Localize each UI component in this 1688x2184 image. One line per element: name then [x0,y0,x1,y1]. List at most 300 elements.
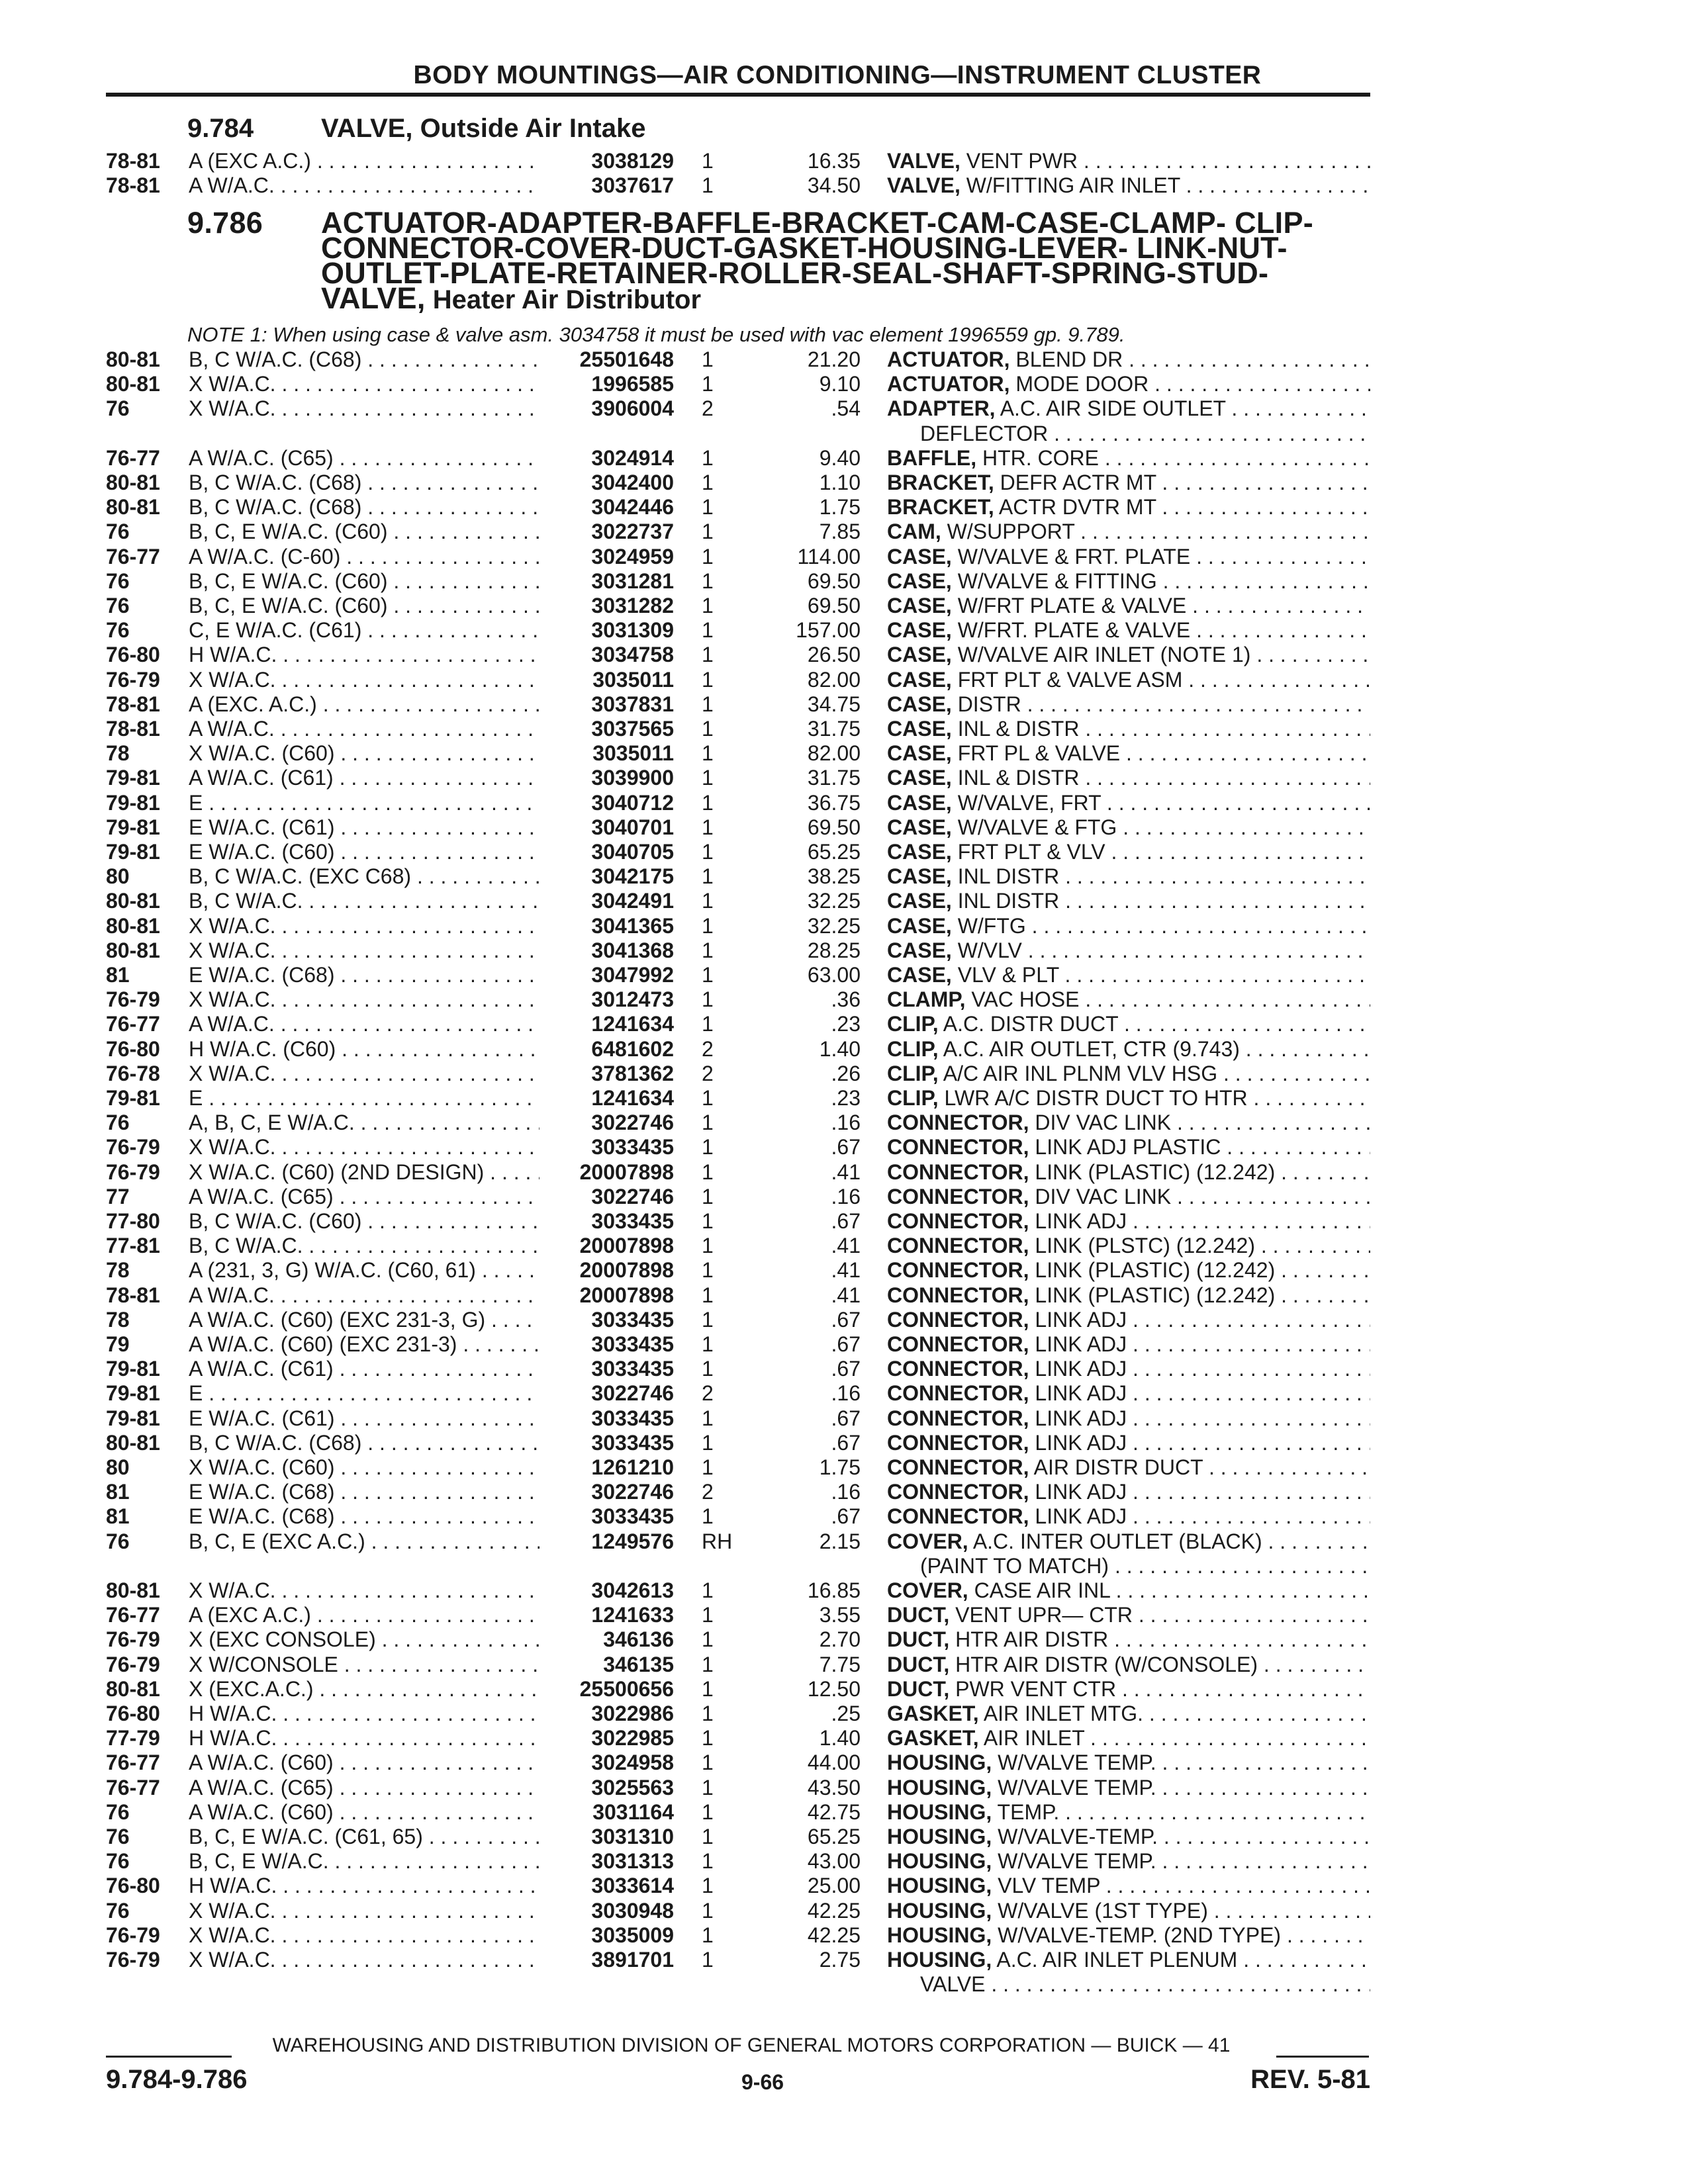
model-years: 76 [106,1898,130,1923]
application: A W/A.C. (C61) . . . [189,1356,539,1381]
quantity: 1 [702,1086,714,1110]
description [887,1356,1370,1381]
application: B, C W/A.C. (C60) . . . [189,1208,539,1234]
application: B, C W/A.C. (C68) . . . [189,494,539,520]
application: X W/CONSOLE . . . [189,1652,539,1677]
quantity: 1 [702,913,714,938]
model-years: 77-80 [106,1209,160,1233]
part-number: 3022986 [591,1702,674,1725]
price: 2.70 [819,1627,861,1652]
price: .67 [831,1209,861,1233]
part-name: CONNECTOR, [887,1283,1029,1307]
part-row [0,692,1688,717]
part-number: 3906004 [591,396,674,421]
application: X W/A.C. . . . [189,371,539,396]
part-description: LINK (PLASTIC) (12.242) [1035,1258,1276,1283]
model-years: 80-81 [106,913,160,938]
part-name: CLAMP, [887,987,966,1012]
quantity: 1 [702,471,714,494]
part-description: A.C. AIR OUTLET, CTR (9.743) [943,1036,1240,1061]
description [887,962,1370,987]
part-row [0,1602,1688,1627]
part-description: LINK ADJ [1035,1381,1127,1406]
part-row [0,1873,1688,1898]
price: .25 [831,1702,861,1725]
application: E . . . [189,1381,539,1406]
part-row [0,1430,1688,1455]
application: X W/A.C. (C60) . . . [189,1455,539,1480]
application: A W/A.C. (C60) (EXC 231-3, G) . . . [189,1307,539,1332]
part-description: FRT PL & VALVE [957,741,1121,766]
quantity: 2 [702,396,714,421]
price: 1.40 [819,1036,861,1061]
part-name: HOUSING, [887,1923,992,1947]
quantity: 1 [702,667,714,692]
model-years: 78-81 [106,149,160,173]
part-row [0,1061,1688,1086]
quantity: 1 [702,1283,714,1307]
model-years: 76-79 [106,1135,160,1160]
part-description: INL & DISTR [957,766,1080,790]
part-description: LINK ADJ PLASTIC [1035,1135,1221,1160]
price: .67 [831,1504,861,1529]
description [887,470,1370,495]
quantity: 1 [702,544,714,569]
section-title-line: CONNECTOR-COVER-DUCT-GASKET-HOUSING-LEVER- LINK-NUT- [321,231,1288,265]
part-number: 3037831 [591,692,674,716]
description [887,1011,1370,1036]
model-years: 78-81 [106,173,160,198]
part-name: CASE, [887,815,952,839]
part-number: 346136 [603,1627,674,1652]
part-row [0,445,1688,471]
part-description: VLV TEMP [998,1874,1100,1898]
application: B, C, E W/A.C. (C60) . . . [189,569,539,594]
application: H W/A.C. (C60) . . . [189,1036,539,1062]
model-years: 79-81 [106,1406,160,1430]
model-years: 78 [106,1258,130,1283]
part-description: LINK (PLSTC) (12.242) [1035,1234,1255,1258]
quantity: 1 [702,1406,714,1430]
description [887,1061,1370,1086]
section-title-keyword: VALVE, [321,281,426,315]
model-years: 76-80 [106,643,160,667]
application: A W/A.C. (C60) . . . [189,1750,539,1775]
model-years: 80 [106,1455,130,1479]
quantity: 1 [702,1307,714,1332]
description [887,1578,1370,1603]
quantity: 1 [702,1234,714,1258]
part-number: 3040705 [591,840,674,864]
description [887,617,1370,643]
price: 7.85 [819,520,861,544]
part-row [0,1898,1688,1923]
part-row [0,593,1688,618]
price: 16.35 [807,149,861,173]
part-name: CONNECTOR, [887,1455,1029,1479]
price: .16 [831,1480,861,1504]
model-years: 76 [106,1529,130,1553]
part-number: 3031313 [591,1849,674,1874]
application: A W/A.C. . . . [189,173,539,198]
quantity: 1 [702,372,714,396]
model-years: 76-80 [106,1874,160,1898]
description [887,692,1370,717]
quantity: 1 [702,1948,714,1972]
part-name: VALVE, [887,149,961,173]
application: A W/A.C. (C-60) . . . [189,544,539,569]
description [887,765,1370,790]
model-years: 79-81 [106,766,160,790]
part-name: DUCT, [887,1627,950,1652]
part-name: CLIP, [887,1036,939,1061]
quantity: 1 [702,1430,714,1455]
part-name: CASE, [887,594,952,617]
model-years: 80-81 [106,1578,160,1602]
description [887,1036,1370,1062]
part-description: FRT PLT & VALVE ASM [957,667,1183,692]
part-name: CASE, [887,717,952,741]
application: C, E W/A.C. (C61) . . . [189,617,539,643]
part-name: CASE, [887,790,952,815]
price: 3.55 [819,1603,861,1627]
part-name: HOUSING, [887,1874,992,1898]
model-years: 76-77 [106,1012,160,1036]
part-description: W/VLV [957,938,1022,962]
quantity: 1 [702,1578,714,1602]
quantity: 1 [702,1923,714,1947]
footer-division: WAREHOUSING AND DISTRIBUTION DIVISION OF GENERAL MOTORS CORPORATION — BUICK — 41 [272,2034,1231,2056]
part-name: CASE, [887,840,952,864]
model-years: 79 [106,1332,130,1356]
part-description: W/VALVE & FTG [957,815,1117,839]
price: .41 [831,1258,861,1283]
part-number: 3040701 [591,815,674,839]
price: 32.25 [807,913,861,938]
quantity: 1 [702,766,714,790]
application: H W/A.C. . . . [189,642,539,667]
part-number: 1249576 [591,1529,674,1553]
part-number: 20007898 [579,1234,674,1258]
part-name: HOUSING, [887,1825,992,1848]
quantity: 1 [702,643,714,667]
part-row [0,1257,1688,1283]
price: 1.75 [819,1455,861,1479]
part-row [0,1381,1688,1406]
part-name: CONNECTOR, [887,1135,1029,1160]
description [887,173,1370,198]
part-name: GASKET, [887,1702,979,1725]
part-number: 3035011 [592,741,674,766]
application: H W/A.C. . . . [189,1725,539,1751]
part-number: 1241634 [591,1012,674,1036]
header-rule [106,93,1370,97]
quantity: 1 [702,741,714,766]
model-years: 76 [106,594,130,617]
part-name: CLIP, [887,1012,939,1036]
quantity: 1 [702,1627,714,1652]
part-name: CLIP, [887,1061,939,1085]
part-number: 3033435 [591,1332,674,1356]
price: 9.10 [819,372,861,396]
application: B, C W/A.C. . . . [189,1233,539,1258]
model-years: 79-81 [106,1086,160,1110]
part-number: 3031310 [591,1825,674,1848]
application: X W/A.C. . . . [189,1947,539,1972]
part-description: W/VALVE-TEMP. (2ND TYPE) [998,1923,1282,1947]
part-number: 1241634 [591,1086,674,1110]
price: .67 [831,1357,861,1381]
price: 42.25 [807,1923,861,1947]
part-row [0,1036,1688,1062]
part-name: CONNECTOR, [887,1111,1029,1135]
quantity: 2 [702,1036,714,1061]
application: A W/A.C. (C61) . . . [189,765,539,790]
part-description: FRT PLT & VLV [957,840,1105,864]
price: 38.25 [807,864,861,889]
part-name: COVER, [887,1578,968,1602]
description [887,1406,1370,1431]
part-row [0,1947,1688,1972]
part-row [0,1134,1688,1160]
part-description: HTR AIR DISTR (W/CONSOLE) [955,1652,1258,1676]
part-description: INL DISTR [957,889,1060,913]
price: 7.75 [819,1652,861,1676]
part-description: W/VALVE & FRT. PLATE [957,544,1191,569]
quantity: 1 [702,347,714,371]
part-name: CASE, [887,618,952,643]
part-number: 1261210 [591,1455,674,1479]
application: A, B, C, E W/A.C. . . . [189,1110,539,1135]
price: 82.00 [807,741,861,766]
part-description: W/VALVE (1ST TYPE) [998,1898,1208,1923]
part-row [0,494,1688,520]
model-years: 76-78 [106,1061,160,1085]
description [887,1848,1370,1874]
application: B, C, E W/A.C. (C60) . . . [189,519,539,544]
part-name: CONNECTOR, [887,1504,1029,1529]
part-number: 3024914 [591,445,674,470]
part-row [0,1824,1688,1849]
model-years: 76-79 [106,1627,160,1652]
model-years: 76-77 [106,1775,160,1799]
description [887,544,1370,569]
description [887,1479,1370,1504]
part-description: LINK ADJ [1035,1504,1127,1529]
description [887,371,1370,396]
part-name: CASE, [887,569,952,593]
quantity: 1 [702,1751,714,1775]
application: B, C W/A.C. (C68) . . . [189,347,539,372]
application: A W/A.C. (C60) (EXC 231-3) . . . [189,1332,539,1357]
part-name: ADAPTER, [887,396,996,421]
part-description: VENT PWR [966,149,1078,173]
quantity: 1 [702,692,714,716]
model-years: 79-81 [106,790,160,815]
price: 65.25 [807,1825,861,1848]
part-description: A.C. AIR INLET PLENUM [996,1948,1238,1972]
part-number: 3037617 [591,173,674,198]
price: 43.00 [807,1849,861,1874]
application: B, C, E W/A.C. . . . [189,1848,539,1874]
quantity: 1 [702,987,714,1012]
part-description: INL & DISTR [957,717,1080,741]
part-description: W/VALVE, FRT [957,790,1102,815]
model-years: 76-77 [106,1751,160,1775]
part-number: 3033435 [591,1430,674,1455]
price: 157.00 [796,618,861,643]
application: A (EXC. A.C.) . . . [189,692,539,717]
part-description: W/SUPPORT [947,520,1075,544]
part-name: BAFFLE, [887,445,977,470]
part-description: TEMP. [997,1799,1060,1824]
part-name: ACTUATOR, [887,347,1010,371]
part-name: VALVE, [887,173,961,198]
model-years: 80-81 [106,495,160,520]
model-years: 78-81 [106,717,160,741]
price: 82.00 [807,667,861,692]
quantity: 1 [702,1209,714,1233]
part-description: W/VALVE TEMP. [998,1751,1156,1775]
application: E . . . [189,790,539,815]
part-row [0,519,1688,544]
part-name: CONNECTOR, [887,1480,1029,1504]
model-years: 80-81 [106,471,160,494]
application: X W/A.C. . . . [189,1061,539,1086]
application: A W/A.C. (C65) . . . [189,445,539,471]
quantity: 2 [702,1381,714,1406]
price: 1.40 [819,1726,861,1751]
application: A (EXC A.C.) . . . [189,148,539,173]
part-row [0,1750,1688,1775]
description [887,1652,1370,1677]
part-description: A.C. AIR SIDE OUTLET [1000,396,1226,421]
part-name: CLIP, [887,1086,939,1110]
part-description: PWR VENT CTR [955,1676,1117,1701]
description [887,1627,1370,1652]
model-years: 80-81 [106,938,160,962]
quantity: 1 [702,1849,714,1874]
price: .67 [831,1430,861,1455]
section-title: VALVE, Outside Air Intake [321,114,646,143]
application: X W/A.C. . . . [189,667,539,692]
description-continuation: DEFLECTOR . . . [920,421,1370,446]
description [887,1898,1370,1923]
application: X W/A.C. . . . [189,913,539,938]
price: 42.25 [807,1898,861,1923]
part-description: LINK ADJ [1035,1406,1127,1430]
description [887,1775,1370,1800]
description [887,1332,1370,1357]
quantity: RH [702,1529,733,1553]
part-name: HOUSING, [887,1751,992,1775]
part-row [0,1701,1688,1726]
quantity: 1 [702,1652,714,1676]
part-row [0,1725,1688,1751]
quantity: 2 [702,1061,714,1085]
part-row [0,667,1688,692]
description [887,1750,1370,1775]
part-description: INL DISTR [957,864,1060,889]
part-name: BRACKET, [887,471,994,494]
part-row [0,741,1688,766]
application: X W/A.C. . . . [189,987,539,1012]
model-years: 78 [106,741,130,766]
part-description: BLEND DR [1015,347,1123,371]
part-description: A.C. INTER OUTLET (BLACK) [972,1529,1262,1553]
model-years: 76-79 [106,1948,160,1972]
part-number: 3047992 [591,963,674,987]
part-number: 3022737 [591,520,674,544]
description [887,913,1370,938]
part-description: W/VALVE-TEMP. [998,1825,1158,1848]
part-row [0,1529,1688,1554]
part-description: CASE AIR INL [974,1578,1110,1602]
quantity: 1 [702,1455,714,1479]
part-number: 3033435 [591,1307,674,1332]
part-number: 3042400 [591,471,674,494]
part-description: A/C AIR INL PLNM VLV HSG [943,1061,1218,1085]
part-row [0,544,1688,569]
model-years: 76-77 [106,544,160,569]
application: A W/A.C. (C60) . . . [189,1799,539,1825]
part-number: 3022985 [591,1726,674,1751]
application: H W/A.C. . . . [189,1701,539,1726]
model-years: 76 [106,1799,130,1824]
part-number: 3041368 [591,938,674,962]
model-years: 76-79 [106,1652,160,1676]
part-description: LINK ADJ [1035,1332,1127,1356]
part-row [0,1184,1688,1209]
description [887,1257,1370,1283]
description [887,1676,1370,1702]
part-name: CONNECTOR, [887,1184,1029,1208]
quantity: 1 [702,1135,714,1160]
part-number: 3034758 [591,643,674,667]
description [887,1233,1370,1258]
application: A W/A.C. (C65) . . . [189,1775,539,1800]
description-continuation: (PAINT TO MATCH) . . . [920,1553,1370,1578]
application: A (231, 3, G) W/A.C. (C60, 61) . . . [189,1257,539,1283]
part-row [0,839,1688,864]
part-description: VENT UPR— CTR [955,1603,1133,1627]
model-years: 76 [106,396,130,421]
part-number: 3033435 [591,1209,674,1233]
price: 21.20 [807,347,861,371]
part-description: AIR DISTR DUCT [1033,1455,1203,1479]
part-description: W/FRT. PLATE & VALVE [957,618,1191,643]
part-number: 3031309 [591,618,674,643]
description [887,1873,1370,1898]
application: B, C W/A.C. (EXC C68) . . . [189,864,539,889]
part-row [0,347,1688,372]
description [887,888,1370,913]
section-title-line: ACTUATOR-ADAPTER-BAFFLE-BRACKET-CAM-CASE-CLAMP- CLIP- [321,206,1314,240]
part-name: CONNECTOR, [887,1307,1029,1332]
quantity: 1 [702,569,714,593]
footer-page-number: 9-66 [741,2070,784,2094]
part-number: 3042175 [591,864,674,889]
model-years: 81 [106,963,130,987]
model-years: 76 [106,569,130,593]
model-years: 79-81 [106,840,160,864]
model-years: 76 [106,1849,130,1874]
part-description: W/VALVE TEMP. [998,1775,1156,1799]
part-number: 3031281 [591,569,674,593]
price: 31.75 [807,717,861,741]
description [887,938,1370,963]
part-name: HOUSING, [887,1898,992,1923]
